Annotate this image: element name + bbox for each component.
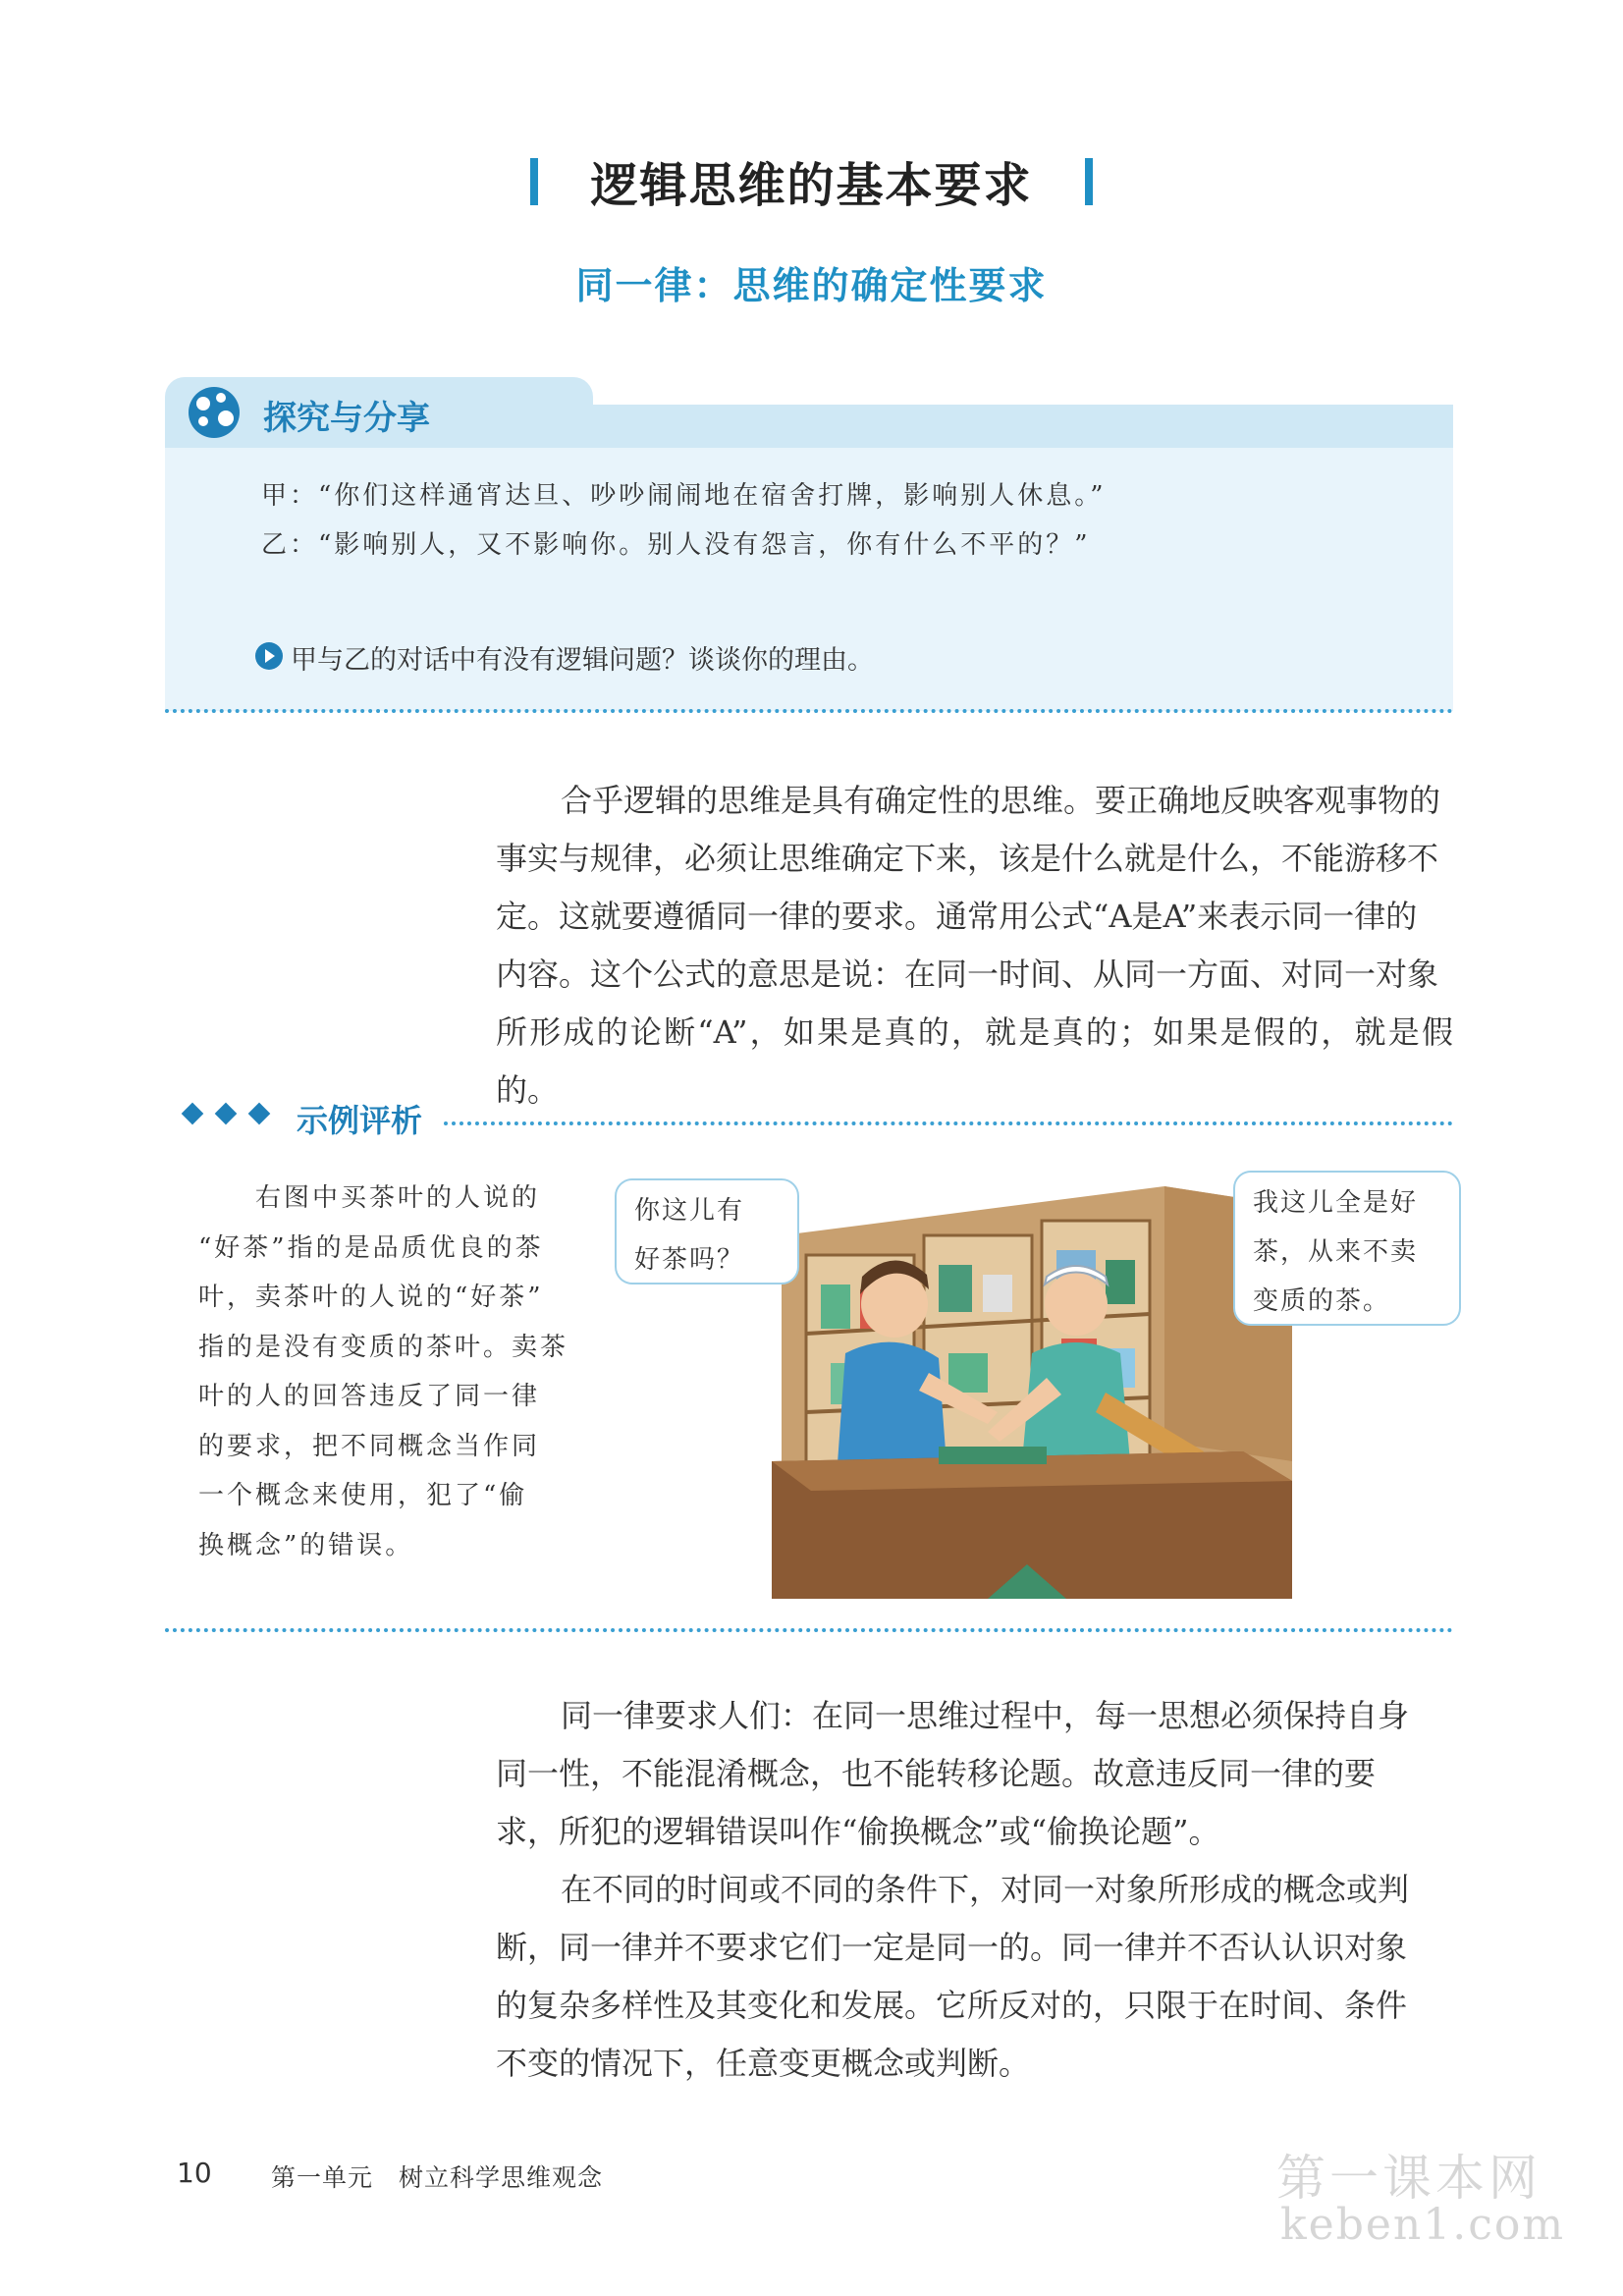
bubble-buyer-line: 你这儿有 [634,1196,745,1226]
speech-bubble-seller [1233,1171,1461,1326]
paragraph-2 [496,1687,1453,1861]
title-right-bar [1085,158,1093,205]
page-number: 10 [177,2157,212,2189]
section-title [0,147,1623,215]
diamond-icon [182,1103,204,1125]
example-header-dotted [444,1121,1453,1125]
example-line: “好茶”指的是品质优良的茶 [198,1232,544,1263]
paragraph-3 [496,1861,1453,2093]
tea-shop-illustration [615,1167,1294,1599]
explore-question: 甲与乙的对话中有没有逻辑问题？谈谈你的理由。 [291,645,874,676]
example-diamonds [185,1106,285,1125]
explore-box [165,377,1453,711]
example-label: 示例评析 [297,1102,423,1139]
para2-line: 求，所犯的逻辑错误叫作“偷换概念”或“偷换论题”。 [496,1813,1220,1850]
bubble-seller-line: 茶，从来不卖 [1253,1237,1419,1267]
example-line: 右图中买茶叶的人说的 [255,1183,541,1213]
dialog-line-jia: 甲：“你们这样通宵达旦、吵吵闹闹地在宿舍打牌，影响别人休息。” [261,481,1107,511]
diamond-icon [215,1103,238,1125]
para1-line: 事实与规律，必须让思维确定下来，该是什么就是什么，不能游移不 [496,840,1439,877]
speech-bubble-buyer [615,1178,799,1285]
divider-dotted [165,709,1453,713]
example-line: 换概念”的错误。 [198,1530,414,1560]
para1-line: 定。这就要遵循同一律的要求。通常用公式“A是A”来表示同一律的 [496,898,1418,935]
subtitle: 同一律：思维的确定性要求 [575,263,1048,307]
para1-line: 内容。这个公式的意思是说：在同一时间、从同一方面、对同一对象 [496,956,1439,993]
title-left-bar [530,158,538,205]
para3-line: 断，同一律并不要求它们一定是同一的。同一律并不否认认识对象 [496,1929,1408,1966]
dialog-line-yi: 乙：“影响别人，又不影响你。别人没有怨言，你有什么不平的？” [261,530,1091,560]
paragraph-1 [496,772,1453,1120]
example-text [198,1174,576,1570]
para2-line: 同一性，不能混淆概念，也不能转移论题。故意违反同一律的要 [496,1755,1377,1792]
example-line: 一个概念来使用，犯了“偷 [198,1481,528,1510]
watermark-url: keben1.com [1280,2200,1566,2250]
footer-unit-text: 第一单元 树立科学思维观念 [271,2163,604,2192]
para1-line: 合乎逻辑的思维是具有确定性的思维。要正确地反映客观事物的 [561,782,1441,819]
para3-line: 在不同的时间或不同的条件下，对同一对象所形成的概念或判 [561,1871,1410,1908]
example-line: 指的是没有变质的茶叶。卖茶 [198,1332,569,1362]
para3-line: 不变的情况下，任意变更概念或判断。 [496,2045,1031,2082]
arrow-right-icon [255,642,283,670]
example-line: 的要求，把不同概念当作同 [198,1431,541,1461]
para3-line: 的复杂多样性及其变化和发展。它所反对的，只限于在时间、条件 [496,1987,1408,2024]
example-line: 叶，卖茶叶的人说的“好茶” [198,1283,544,1312]
bubble-seller-line: 我这儿全是好 [1253,1188,1419,1218]
section-title-text: 逻辑思维的基本要求 [590,158,1033,213]
example-line: 叶的人的回答违反了同一律 [198,1382,541,1411]
watermark-text: 第一课本网 [1276,2150,1542,2207]
bubble-seller-line: 变质的茶。 [1253,1286,1391,1316]
explore-tab-strip [538,405,1453,448]
diamond-icon [248,1103,271,1125]
example-bottom-dotted [165,1628,1453,1632]
para1-line: 所形成的论断“A”，如果是真的，就是真的；如果是假的，就是假的。 [496,1013,1453,1109]
bubble-buyer-line: 好茶吗？ [634,1245,745,1275]
para2-line: 同一律要求人们：在同一思维过程中，每一思想必须保持自身 [561,1697,1410,1734]
explore-icon [189,387,240,438]
explore-label: 探究与分享 [263,399,430,438]
